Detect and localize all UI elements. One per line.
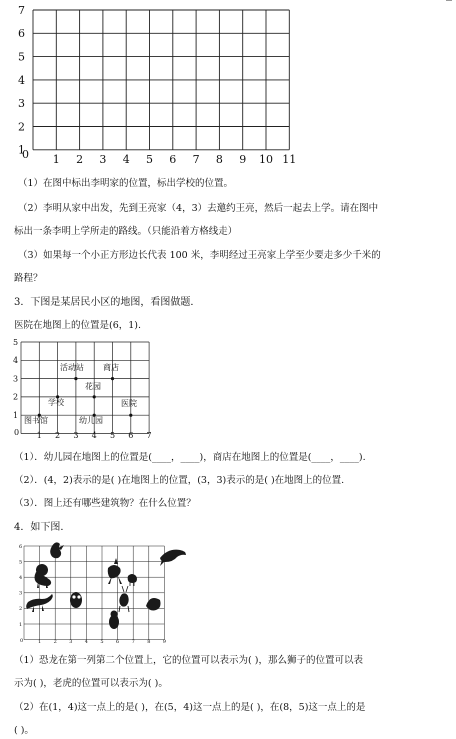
animal-grid-lines [24,546,164,640]
animal-grid-x-tick-3: 3 [69,639,73,645]
map-location-dot [129,414,132,417]
grid-1-x-tick-4: 4 [122,153,130,166]
animal-grid-y-tick-4: 4 [19,574,23,581]
place-activity-station: 活动站 [60,363,84,372]
flying-bird-icon [160,550,186,566]
place-garden: 花园 [85,382,101,391]
q3-sub2: （2）．(4，2)表示的是( )在地图上的位置，(3，3)表示的是( )在地图上的位置. [14,475,345,486]
q4-sub1-line1: （1）恐龙在第一列第二个位置上，它的位置可以表示为( )，那么狮子的位置可以表 [14,655,363,666]
grid-1-x-tick-8: 8 [215,153,223,166]
q3-title: 3．下图是某居民小区的地图，看图做题． [14,297,201,308]
animal-grid-y-tick-5: 5 [19,559,23,566]
owl-icon [70,592,82,608]
grid-1-x-tick-11: 11 [282,153,297,166]
map-origin-label: 0 [14,428,20,437]
map-y-tick-3: 3 [13,374,19,384]
animal-grid-y-tick-3: 3 [19,590,23,597]
q4-title: 4．如下图． [14,522,71,533]
grid-1-y-tick-1: 1 [18,143,25,157]
q1-part3-line2: 路程？ [14,273,43,284]
map-x-labels [37,431,152,440]
map-x-tick-6: 6 [128,431,134,440]
animal-grid-x-tick-4: 4 [84,639,88,645]
animal-grid-x-tick-7: 7 [131,639,135,645]
grid-1-x-tick-9: 9 [239,153,247,166]
place-hospital: 医院 [121,399,137,408]
grid-1-x-labels [53,153,296,166]
grid-1-x-tick-1: 1 [52,153,60,166]
animal-grid-x-tick-5: 5 [100,639,104,645]
lion-icon [35,564,52,588]
map-y-tick-4: 4 [13,356,19,366]
q4-sub1-line2: 示为( )，老虎的位置可以表示为( )。 [14,678,168,689]
q1-part2-line2: 标出一条李明上学所走的路线。（只能沿着方格线走） [14,226,238,237]
animal-grid-x-labels [38,639,166,645]
q3-intro: 医院在地图上的位置是(6，1). [14,320,142,331]
map-y-tick-2: 2 [13,392,19,402]
map-x-tick-1: 1 [36,431,42,440]
map-x-tick-4: 4 [91,431,97,440]
grid-1-x-tick-7: 7 [192,153,200,166]
place-shop: 商店 [103,363,119,372]
place-library: 图书馆 [24,416,48,425]
running-animal-icon [108,558,122,584]
grid-1-y-tick-4: 4 [18,73,25,87]
map-location-dot [93,395,96,398]
grid-1-x-tick-5: 5 [146,153,153,166]
q1-part2-line1: （2）李明从家中出发，先到王亮家（4，3）去邀约王亮，然后一起去上学。请在图中 [18,203,379,214]
map-location-dot [74,377,77,380]
animal-grid-x-tick-6: 6 [116,639,120,645]
animal-grid-x-tick-2: 2 [53,639,57,645]
grid-1-x-tick-3: 3 [99,153,107,166]
community-map [0,330,170,445]
grid-1-y-labels [18,4,25,157]
grid-1-x-tick-10: 10 [259,153,273,166]
bird-small-icon [128,574,137,586]
grid-1-x-tick-2: 2 [76,153,84,166]
map-x-tick-7: 7 [146,431,152,440]
place-school: 学校 [48,398,64,407]
map-y-tick-1: 1 [13,411,19,420]
coordinate-grid-1 [0,0,456,170]
map-y-tick-5: 5 [13,337,19,347]
map-y-labels [13,338,18,420]
grid-1-x-tick-6: 6 [169,153,177,166]
map-x-tick-3: 3 [73,431,79,440]
animal-grid-y-tick-2: 2 [19,606,23,613]
grid-1-y-tick-3: 3 [18,97,25,111]
grid-1-lines [33,10,289,150]
animal-grid-y-tick-6: 6 [19,543,23,550]
animal-grid-y-tick-1: 1 [19,621,23,628]
animal-grid [0,536,200,648]
map-location-dot [111,377,114,380]
animal-grid-origin-label: 0 [20,638,24,644]
grid-1-y-tick-5: 5 [18,50,25,64]
animal-grid-x-tick-9: 9 [162,639,166,645]
q3-sub1: （1）．幼儿园在地图上的位置是(____，____)，商店在地图上的位置是(____，____). [14,452,366,463]
animal-grid-x-tick-1: 1 [38,639,42,645]
q4-sub2-line1: （2）在(1，4)这一点上的是( )，在(5，4)这一点上的是( )，在(8，5)这一点上的是 [14,702,366,713]
place-kindergarten: 幼儿园 [79,416,103,425]
bird-top-icon [50,542,64,558]
map-x-tick-5: 5 [109,431,116,440]
q4-sub2-line2: ( )。 [14,725,34,736]
grid-1-origin-label: 0 [22,148,29,161]
animal-grid-y-labels [19,544,22,628]
grid-1-y-tick-7: 7 [18,3,25,17]
grid-1-y-tick-6: 6 [18,27,25,41]
deer-icon [119,586,129,612]
grid-1-y-tick-2: 2 [18,120,25,134]
animal-grid-x-tick-8: 8 [147,639,151,645]
q1-part1: （1）在图中标出李明家的位置，标出学校的位置。 [18,178,234,189]
q1-part3-line1: （3）如果每一个小正方形边长代表 100 米，李明经过王亮家上学至少要走多少千米的 [18,250,381,261]
map-x-tick-2: 2 [55,431,61,440]
q3-sub3: （3）．图上还有哪些建筑物？在什么位置？ [14,498,196,509]
